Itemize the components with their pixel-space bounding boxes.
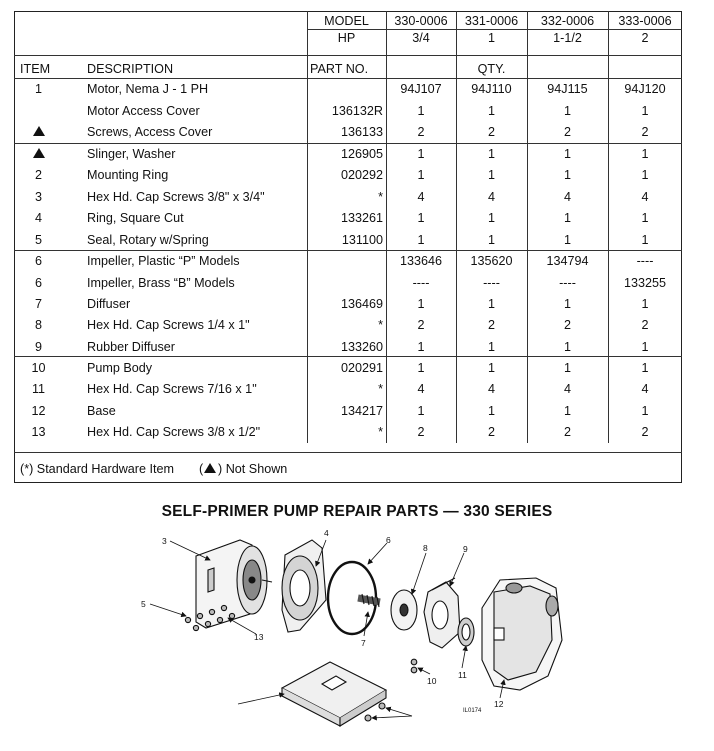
row-qty: 1 [563,297,571,311]
callout-11: 13 [254,632,264,642]
qty-column-header: QTY. [477,62,506,76]
row-qty: 94J115 [547,82,588,96]
row-qty: ---- [636,254,654,268]
row-qty: 1 [487,211,495,225]
item-number: 8 [34,318,42,332]
hex-screws-8 [411,659,417,673]
row-qty: 134794 [546,254,589,268]
row-qty: 1 [563,104,571,118]
description-column-header: DESCRIPTION [87,62,174,76]
row-description: Hex Hd. Cap Screws 3/8 x 1/2" [87,425,261,439]
item-number: 3 [34,190,42,204]
row-qty: 4 [487,190,495,204]
row-qty: 1 [563,340,571,354]
row-part-no: 136132R [331,104,383,118]
row-qty: 1 [563,211,571,225]
row-qty: 1 [641,361,649,375]
item-column-header: ITEM [20,62,51,76]
row-qty: 1 [417,233,425,247]
row-description: Impeller, Brass “B” Models [87,276,235,290]
row-qty: 135620 [470,254,513,268]
row-qty: 2 [641,425,649,439]
row-qty: 94J107 [400,82,442,96]
callout-6: 8 [423,543,428,553]
row-description: Diffuser [87,297,131,311]
item-number: 4 [34,211,42,225]
not-shown-open: ( [199,462,204,476]
row-qty: ---- [559,276,576,290]
row-qty: 4 [487,382,495,396]
row-qty: 1 [487,404,495,418]
row-description: Mounting Ring [87,168,169,182]
row-qty: 2 [563,318,571,332]
item-number: 7 [34,297,42,311]
model-number: 333-0006 [618,14,672,28]
row-qty: 1 [563,168,571,182]
row-qty: 1 [563,147,571,161]
item-number: 1 [34,82,42,96]
row-qty: 1 [641,297,649,311]
row-description: Rubber Diffuser [87,340,175,354]
row-qty: 133255 [623,276,667,290]
model-label: MODEL [324,14,369,28]
row-qty: 1 [417,104,425,118]
item-number: 6 [34,254,42,268]
row-qty: 1 [641,104,649,118]
row-qty: ---- [483,276,500,290]
row-description: Ring, Square Cut [87,211,184,225]
part-no-column-header: PART NO. [310,62,369,76]
callout-3: 5 [141,599,146,609]
row-part-no: 136469 [340,297,383,311]
row-part-no: * [378,382,383,396]
row-part-no: 134217 [340,404,383,418]
row-qty: 2 [487,318,495,332]
row-qty: 1 [417,168,425,182]
row-qty: 1 [487,168,495,182]
row-qty: 1 [417,147,425,161]
row-description: Pump Body [87,361,153,375]
item-number: 10 [31,361,46,375]
row-part-no: 136133 [340,125,383,139]
item-number: 9 [34,340,42,354]
callout-10: 12 [494,699,504,709]
row-qty: 1 [487,104,495,118]
item-number: 13 [31,425,46,439]
item-number: 5 [34,233,42,247]
row-qty: 1 [487,233,495,247]
model-hp: 1 [487,31,495,45]
callout-9: 11 [458,670,467,680]
callout-8: 10 [427,676,437,686]
row-description: Base [87,404,116,418]
row-description: Impeller, Plastic “P” Models [87,254,240,268]
row-qty: 1 [417,361,425,375]
standard-hardware-note: (*) Standard Hardware Item [20,462,174,476]
rubber-diffuser-part [458,618,474,646]
row-part-no: * [378,318,383,332]
figure-code: IL0174 [463,708,482,714]
row-qty: 4 [417,190,425,204]
row-part-no: 020291 [340,361,383,375]
callout-2: 4 [324,528,329,538]
row-part-no: 131100 [341,233,383,247]
mounting-ring-part [282,540,326,632]
row-qty: 4 [641,382,649,396]
row-qty: 2 [641,318,649,332]
row-qty: 4 [563,382,571,396]
row-qty: 4 [563,190,571,204]
item-number: 2 [34,168,42,182]
row-qty: 2 [417,318,425,332]
row-qty: 1 [487,361,495,375]
row-qty: ---- [412,276,430,290]
row-part-no: 133261 [340,211,383,225]
row-part-no: * [378,425,383,439]
row-qty: 2 [417,425,425,439]
row-qty: 94J110 [471,82,512,96]
row-qty: 1 [417,211,425,225]
row-qty: 2 [487,125,495,139]
diffuser-part [424,578,460,648]
row-description: Hex Hd. Cap Screws 1/4 x 1" [87,318,250,332]
row-qty: 133646 [399,254,443,268]
row-part-no: 126905 [340,147,383,161]
row-qty: 1 [641,211,649,225]
row-qty: 1 [641,147,649,161]
row-description: Motor Access Cover [87,104,200,118]
row-qty: 1 [417,404,425,418]
row-qty: 1 [487,147,495,161]
row-description: Screws, Access Cover [87,125,213,139]
row-description: Motor, Nema J - 1 PH [87,82,209,96]
callout-1: 3 [162,536,167,546]
model-number: 331-0006 [464,14,519,28]
model-hp: 3/4 [412,31,430,45]
row-description: Slinger, Washer [87,147,176,161]
row-qty: 2 [487,425,495,439]
row-qty: 1 [417,340,425,354]
callout-4: 6 [386,535,391,545]
row-qty: 4 [417,382,425,396]
item-number: 11 [31,382,46,396]
row-qty: 2 [641,125,649,139]
model-number: 330-0006 [394,14,448,28]
row-description: Seal, Rotary w/Spring [87,233,209,247]
row-qty: 1 [641,233,649,247]
model-number: 332-0006 [540,14,595,28]
hp-label: HP [337,31,356,45]
callout-5: 7 [361,638,366,648]
item-number: 6 [34,276,42,290]
row-qty: 94J120 [624,82,666,96]
item-number: 12 [31,404,46,418]
impeller-part [391,590,417,630]
row-qty: 1 [641,340,649,354]
row-qty: 4 [641,190,649,204]
row-description: Hex Hd. Cap Screws 7/16 x 1" [87,382,257,396]
row-description: Hex Hd. Cap Screws 3/8" x 3/4" [87,190,265,204]
row-qty: 2 [417,125,425,139]
callout-7: 9 [463,544,468,554]
row-part-no: * [378,190,383,204]
row-part-no: 133260 [340,340,383,354]
row-qty: 1 [563,233,571,247]
pump-body-part [482,578,562,690]
pump-parts-drawing [185,540,562,726]
row-qty: 1 [563,404,571,418]
row-qty: 1 [563,361,571,375]
row-qty: 1 [487,340,495,354]
row-qty: 2 [563,425,571,439]
row-part-no: 020292 [340,168,383,182]
row-qty: 1 [641,168,649,182]
not-shown-note: ) Not Shown [218,462,288,476]
model-hp: 2 [641,31,649,45]
row-qty: 1 [487,297,495,311]
diagram-title: SELF-PRIMER PUMP REPAIR PARTS — 330 SERIES [161,503,553,520]
row-qty: 2 [563,125,571,139]
model-hp: 1-1/2 [553,31,582,45]
row-qty: 1 [641,404,649,418]
row-qty: 1 [417,297,425,311]
